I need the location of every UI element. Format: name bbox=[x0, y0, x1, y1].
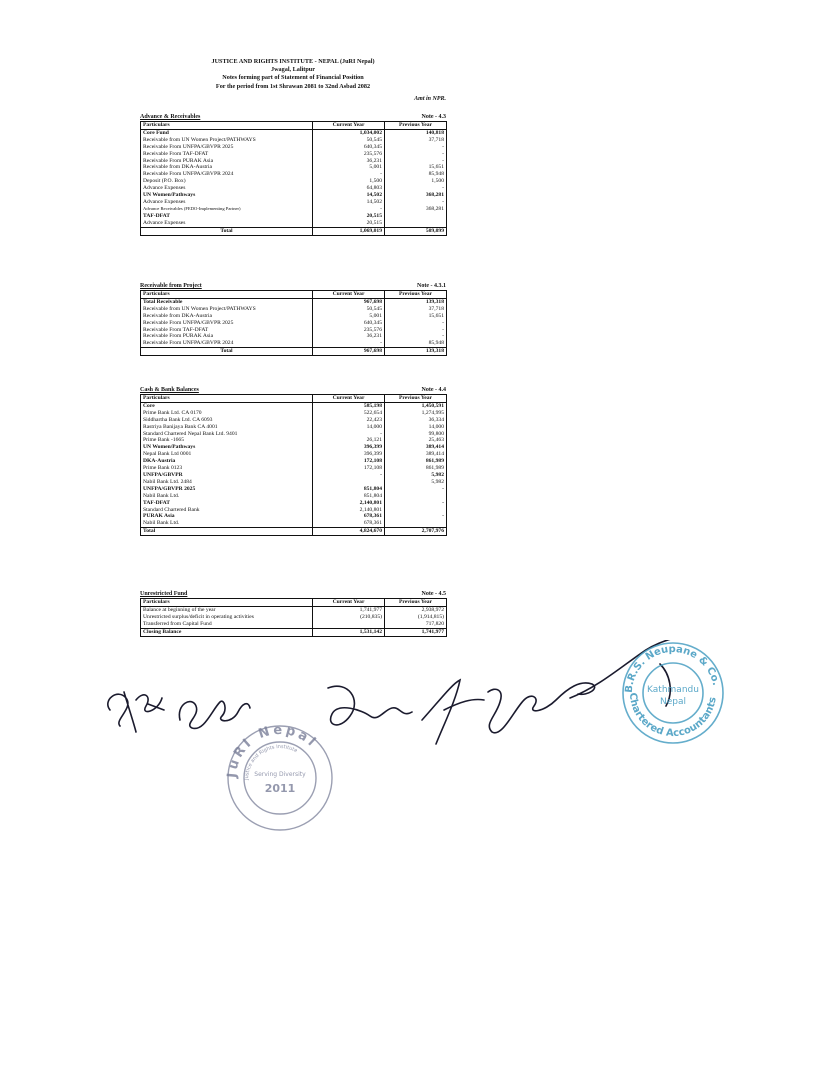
amount-unit: Amt in NPR. bbox=[414, 96, 446, 102]
row-particulars: PURAK Asia bbox=[141, 513, 313, 520]
row-current-year: 967,698 bbox=[313, 298, 385, 305]
row-previous-year: 139,318 bbox=[385, 298, 447, 305]
report-header bbox=[140, 58, 446, 91]
row-previous-year: 1,500 bbox=[385, 178, 447, 185]
row-previous-year: - bbox=[385, 320, 447, 327]
organization-name: JUSTICE AND RIGHTS INSTITUTE - NEPAL (JuRI Nepal) bbox=[211, 58, 375, 65]
row-current-year: 851,804 bbox=[313, 486, 385, 493]
column-header-current-year: Current Year bbox=[313, 599, 385, 607]
table-row bbox=[141, 520, 447, 527]
note-number: Note - 4.5 bbox=[421, 591, 446, 597]
row-particulars: Advance Receivables (FEDO-Implementing Partner) bbox=[141, 206, 313, 213]
column-header-previous-year: Previous Year bbox=[385, 122, 447, 130]
row-particulars: Receivable From UNFPA/GBVPR 2025 bbox=[141, 320, 313, 327]
row-particulars: Rastriya Banijaya Bank CA 4001 bbox=[141, 424, 313, 431]
note-heading bbox=[140, 386, 446, 394]
note-title: Receivable from Project bbox=[140, 283, 202, 289]
row-previous-year: 25,463 bbox=[385, 437, 447, 444]
row-current-year: 20,515 bbox=[313, 220, 385, 227]
row-current-year: 640,345 bbox=[313, 320, 385, 327]
note-number: Note - 4.4 bbox=[421, 387, 446, 393]
total-label: Total bbox=[141, 528, 313, 536]
row-previous-year: 1,450,591 bbox=[385, 402, 447, 409]
row-particulars: Receivable From PURAK Asia bbox=[141, 158, 313, 165]
row-current-year: 64,803 bbox=[313, 185, 385, 192]
row-current-year: 522,654 bbox=[313, 410, 385, 417]
row-previous-year: 368,281 bbox=[385, 206, 447, 213]
total-previous-year: 1,741,977 bbox=[385, 628, 447, 636]
row-previous-year: - bbox=[385, 500, 447, 507]
row-previous-year: 368,281 bbox=[385, 192, 447, 199]
row-particulars: Receivable From TAF-DFAT bbox=[141, 151, 313, 158]
table-row bbox=[141, 192, 447, 199]
table-row bbox=[141, 444, 447, 451]
row-current-year: 1,741,977 bbox=[313, 606, 385, 613]
total-row bbox=[141, 628, 447, 636]
table-row bbox=[141, 472, 447, 479]
table-header-row bbox=[141, 599, 447, 607]
row-particulars: Receivable From PURAK Asia bbox=[141, 333, 313, 340]
row-current-year: 20,515 bbox=[313, 213, 385, 220]
row-current-year: 50,545 bbox=[313, 306, 385, 313]
row-previous-year: 717,820 bbox=[385, 621, 447, 628]
row-particulars: Nabil Bank Ltd. 2484 bbox=[141, 479, 313, 486]
row-particulars: Prime Bank 0123 bbox=[141, 465, 313, 472]
row-current-year: 5,001 bbox=[313, 164, 385, 171]
row-particulars: Unrestricted surplus/deficit in operating activities bbox=[141, 614, 313, 621]
table-row bbox=[141, 164, 447, 171]
table-row bbox=[141, 144, 447, 151]
total-previous-year: 2,707,976 bbox=[385, 528, 447, 536]
row-current-year: 678,361 bbox=[313, 520, 385, 527]
table-row bbox=[141, 298, 447, 305]
table-row bbox=[141, 185, 447, 192]
row-previous-year: - bbox=[385, 333, 447, 340]
row-particulars: Receivable From TAF-DFAT bbox=[141, 327, 313, 334]
row-current-year: 14,000 bbox=[313, 424, 385, 431]
note-heading bbox=[140, 113, 446, 121]
row-previous-year: - bbox=[385, 144, 447, 151]
row-particulars: Standard Chartered Nepal Bank Ltd. 9401 bbox=[141, 431, 313, 438]
auditor-seal-title: Chartered Accountants bbox=[626, 692, 719, 740]
column-header-previous-year: Previous Year bbox=[385, 291, 447, 299]
column-header-previous-year: Previous Year bbox=[385, 395, 447, 403]
row-current-year: 26,121 bbox=[313, 437, 385, 444]
row-particulars: TAF-DFAT bbox=[141, 213, 313, 220]
note-title: Unrestricted Fund bbox=[140, 591, 188, 597]
row-previous-year: - bbox=[385, 327, 447, 334]
row-particulars: UN Women/Pathways bbox=[141, 444, 313, 451]
table-row bbox=[141, 437, 447, 444]
table-row bbox=[141, 199, 447, 206]
juri-seal-inner-text: Justice and Rights Institute bbox=[243, 743, 299, 781]
row-previous-year: 1,274,995 bbox=[385, 410, 447, 417]
column-header-current-year: Current Year bbox=[313, 291, 385, 299]
row-current-year bbox=[313, 479, 385, 486]
report-title: Notes forming part of Statement of Financial Position bbox=[222, 74, 364, 82]
row-current-year: 14,502 bbox=[313, 192, 385, 199]
row-current-year: 36,231 bbox=[313, 333, 385, 340]
report-period: For the period from 1st Shrawan 2081 to 32nd Asbad 2082 bbox=[215, 82, 371, 90]
total-previous-year: 139,318 bbox=[385, 348, 447, 356]
row-current-year: - bbox=[313, 171, 385, 178]
table-row bbox=[141, 306, 447, 313]
total-current-year: 1,069,019 bbox=[313, 227, 385, 235]
table-row bbox=[141, 458, 447, 465]
row-previous-year: (1,914,815) bbox=[385, 614, 447, 621]
row-previous-year: 140,818 bbox=[385, 129, 447, 136]
table-row bbox=[141, 151, 447, 158]
row-current-year: (210,835) bbox=[313, 614, 385, 621]
note-unrestricted-fund bbox=[140, 590, 446, 637]
table-row bbox=[141, 213, 447, 220]
total-current-year: 1,531,142 bbox=[313, 628, 385, 636]
auditor-seal-city: Kathmandu bbox=[647, 685, 699, 695]
row-previous-year: - bbox=[385, 185, 447, 192]
note-heading bbox=[140, 590, 446, 598]
row-current-year: - bbox=[313, 340, 385, 347]
column-header-particulars: Particulars bbox=[141, 599, 313, 607]
row-particulars: Receivable From UNFPA/GBVPR 2024 bbox=[141, 340, 313, 347]
table-row bbox=[141, 417, 447, 424]
juri-seal-motto: Serving Diversity bbox=[254, 771, 306, 778]
note-title: Cash & Bank Balances bbox=[140, 387, 199, 393]
auditor-seal-name: B.R.S. Neupane & Co. bbox=[623, 643, 722, 694]
note-title: Advance & Receivables bbox=[140, 114, 201, 120]
row-current-year: 1,034,002 bbox=[313, 129, 385, 136]
table-row bbox=[141, 340, 447, 347]
row-particulars: Receivable from DKA-Austria bbox=[141, 313, 313, 320]
auditor-seal bbox=[618, 638, 728, 748]
row-particulars: Nabil Bank Ltd. bbox=[141, 520, 313, 527]
row-particulars: Core bbox=[141, 402, 313, 409]
table-row bbox=[141, 500, 447, 507]
note-advance-receivables bbox=[140, 113, 446, 236]
row-particulars: Receivable From UNFPA/GBVPR 2024 bbox=[141, 171, 313, 178]
row-current-year: 22,423 bbox=[313, 417, 385, 424]
row-current-year: 1,500 bbox=[313, 178, 385, 185]
table-row bbox=[141, 220, 447, 227]
row-previous-year: 99,800 bbox=[385, 431, 447, 438]
table-row bbox=[141, 507, 447, 514]
row-particulars: Advance Expenses bbox=[141, 220, 313, 227]
row-previous-year: 2,938,972 bbox=[385, 606, 447, 613]
row-previous-year bbox=[385, 220, 447, 227]
row-current-year: 235,576 bbox=[313, 327, 385, 334]
column-header-current-year: Current Year bbox=[313, 122, 385, 130]
table-header-row bbox=[141, 395, 447, 403]
row-current-year: 2,140,801 bbox=[313, 507, 385, 514]
row-previous-year: 861,989 bbox=[385, 465, 447, 472]
row-previous-year: 861,989 bbox=[385, 458, 447, 465]
row-previous-year: 389,414 bbox=[385, 444, 447, 451]
row-previous-year: 15,651 bbox=[385, 164, 447, 171]
row-particulars: Nabil Bank Ltd. bbox=[141, 493, 313, 500]
total-label: Closing Balance bbox=[141, 628, 313, 636]
row-current-year: 5,001 bbox=[313, 313, 385, 320]
row-previous-year bbox=[385, 213, 447, 220]
table-row bbox=[141, 320, 447, 327]
row-particulars: Deposit (P.O. Box) bbox=[141, 178, 313, 185]
row-previous-year: 85,948 bbox=[385, 171, 447, 178]
row-previous-year: 36,334 bbox=[385, 417, 447, 424]
column-header-particulars: Particulars bbox=[141, 291, 313, 299]
note-table bbox=[140, 121, 447, 236]
row-previous-year: 5,982 bbox=[385, 472, 447, 479]
juri-nepal-seal bbox=[220, 718, 340, 838]
column-header-current-year: Current Year bbox=[313, 395, 385, 403]
note-cash-bank-balances bbox=[140, 386, 446, 536]
table-row bbox=[141, 129, 447, 136]
note-number: Note - 4.3.1 bbox=[417, 283, 446, 289]
note-table bbox=[140, 598, 447, 637]
note-table bbox=[140, 290, 447, 356]
row-current-year: 2,140,801 bbox=[313, 500, 385, 507]
row-particulars: Core Fund bbox=[141, 129, 313, 136]
row-current-year: 235,576 bbox=[313, 151, 385, 158]
organization-address: Jwagal, Lalitpur bbox=[270, 66, 315, 74]
row-previous-year bbox=[385, 493, 447, 500]
row-particulars: TAF-DFAT bbox=[141, 500, 313, 507]
row-particulars: UNFPA/GBVPR 2025 bbox=[141, 486, 313, 493]
total-current-year: 4,824,670 bbox=[313, 528, 385, 536]
row-particulars: UN Women/Pathways bbox=[141, 192, 313, 199]
row-particulars: Standard Chartered Bank bbox=[141, 507, 313, 514]
table-row bbox=[141, 410, 447, 417]
row-current-year bbox=[313, 621, 385, 628]
row-previous-year: 14,000 bbox=[385, 424, 447, 431]
row-current-year: 36,231 bbox=[313, 158, 385, 165]
total-row bbox=[141, 348, 447, 356]
row-particulars: Total Receivable bbox=[141, 298, 313, 305]
row-current-year: 640,345 bbox=[313, 144, 385, 151]
row-particulars: DKA-Austria bbox=[141, 458, 313, 465]
table-header-row bbox=[141, 122, 447, 130]
row-current-year: 14,502 bbox=[313, 199, 385, 206]
total-row bbox=[141, 227, 447, 235]
table-row bbox=[141, 431, 447, 438]
row-particulars: Receivable from UN Women Project/PATHWAYS bbox=[141, 137, 313, 144]
table-row bbox=[141, 158, 447, 165]
total-label: Total bbox=[141, 348, 313, 356]
row-current-year: 396,399 bbox=[313, 451, 385, 458]
row-particulars: Balance at beginning of the year bbox=[141, 606, 313, 613]
total-row bbox=[141, 528, 447, 536]
row-current-year: 678,361 bbox=[313, 513, 385, 520]
row-previous-year: - bbox=[385, 486, 447, 493]
table-row bbox=[141, 479, 447, 486]
row-previous-year: 37,718 bbox=[385, 137, 447, 144]
row-previous-year: 15,651 bbox=[385, 313, 447, 320]
row-previous-year bbox=[385, 520, 447, 527]
table-row bbox=[141, 493, 447, 500]
row-current-year: - bbox=[313, 206, 385, 213]
row-current-year: 172,108 bbox=[313, 458, 385, 465]
row-particulars: Receivable from DKA-Austria bbox=[141, 164, 313, 171]
note-table bbox=[140, 394, 447, 536]
table-row bbox=[141, 424, 447, 431]
column-header-particulars: Particulars bbox=[141, 122, 313, 130]
row-previous-year: - bbox=[385, 151, 447, 158]
row-particulars: Prime Bank Ltd. CA 0170 bbox=[141, 410, 313, 417]
row-current-year: - bbox=[313, 431, 385, 438]
row-previous-year: 5,982 bbox=[385, 479, 447, 486]
table-row bbox=[141, 451, 447, 458]
note-heading bbox=[140, 282, 446, 290]
row-particulars: Receivable from UN Women Project/PATHWAYS bbox=[141, 306, 313, 313]
row-current-year: 396,399 bbox=[313, 444, 385, 451]
note-receivable-from-project bbox=[140, 282, 446, 356]
row-particulars: Transferred from Capital Fund bbox=[141, 621, 313, 628]
table-header-row bbox=[141, 291, 447, 299]
total-current-year: 967,698 bbox=[313, 348, 385, 356]
row-previous-year bbox=[385, 507, 447, 514]
juri-seal-top-text: JuRI Nepal bbox=[224, 722, 321, 779]
table-row bbox=[141, 178, 447, 185]
row-previous-year: 37,718 bbox=[385, 306, 447, 313]
table-row bbox=[141, 171, 447, 178]
table-row bbox=[141, 606, 447, 613]
row-particulars: Nepal Bank Ltd 0001 bbox=[141, 451, 313, 458]
table-row bbox=[141, 402, 447, 409]
row-particulars: Advance Expenses bbox=[141, 199, 313, 206]
table-row bbox=[141, 206, 447, 213]
row-particulars: Advance Expenses bbox=[141, 185, 313, 192]
row-previous-year: 85,948 bbox=[385, 340, 447, 347]
row-current-year: 851,804 bbox=[313, 493, 385, 500]
table-row bbox=[141, 465, 447, 472]
row-current-year: 172,108 bbox=[313, 465, 385, 472]
total-label: Total bbox=[141, 227, 313, 235]
table-row bbox=[141, 486, 447, 493]
row-previous-year: 389,414 bbox=[385, 451, 447, 458]
table-row bbox=[141, 137, 447, 144]
table-row bbox=[141, 313, 447, 320]
row-particulars: Prime Bank -1665 bbox=[141, 437, 313, 444]
row-particulars: Siddhartha Bank Ltd. CA 6093 bbox=[141, 417, 313, 424]
table-row bbox=[141, 621, 447, 628]
auditor-seal-country: Nepal bbox=[660, 697, 686, 707]
row-current-year: 585,198 bbox=[313, 402, 385, 409]
row-previous-year: - bbox=[385, 158, 447, 165]
column-header-previous-year: Previous Year bbox=[385, 599, 447, 607]
row-particulars: Receivable From UNFPA/GBVPR 2025 bbox=[141, 144, 313, 151]
total-previous-year: 509,099 bbox=[385, 227, 447, 235]
row-previous-year: - bbox=[385, 513, 447, 520]
row-current-year: - bbox=[313, 472, 385, 479]
row-current-year: 50,545 bbox=[313, 137, 385, 144]
row-particulars: UNFPA/GBVPR bbox=[141, 472, 313, 479]
row-previous-year: - bbox=[385, 199, 447, 206]
table-row bbox=[141, 513, 447, 520]
note-number: Note - 4.3 bbox=[421, 114, 446, 120]
juri-seal-year: 2011 bbox=[264, 782, 296, 795]
table-row bbox=[141, 333, 447, 340]
column-header-particulars: Particulars bbox=[141, 395, 313, 403]
table-row bbox=[141, 327, 447, 334]
table-row bbox=[141, 614, 447, 621]
